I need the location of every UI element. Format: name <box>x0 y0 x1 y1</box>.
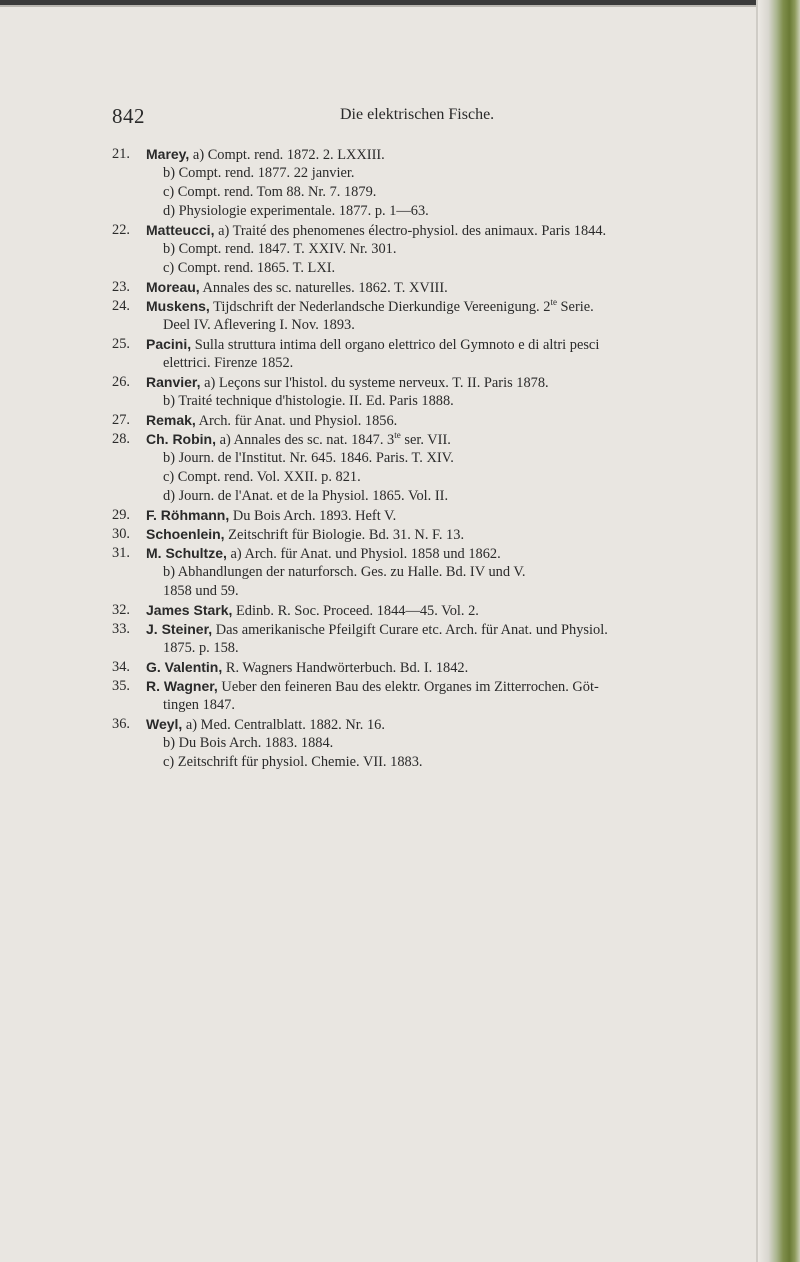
entry-text: b) Du Bois Arch. 1883. 1884. <box>163 735 334 751</box>
entry-citation: Annales des sc. naturelles. 1862. T. XVIII. <box>199 280 448 296</box>
entry-number: 24. <box>112 298 130 314</box>
bibliography-entry <box>0 658 760 677</box>
entry-author: Moreau, <box>146 279 200 295</box>
bibliography-entry <box>0 620 760 639</box>
entry-number: 23. <box>112 279 130 295</box>
entry-number: 35. <box>112 678 130 694</box>
entry-sub-reference <box>0 392 760 411</box>
entry-text <box>146 715 385 735</box>
page-number: 842 <box>112 104 145 128</box>
ordinal-superscript: te <box>550 297 557 308</box>
entry-number: 36. <box>112 716 130 732</box>
entry-continuation <box>0 354 760 373</box>
entry-author: Ch. Robin, <box>146 431 216 447</box>
entry-sub-reference <box>0 183 760 202</box>
entry-text: b) Abhandlungen der naturforsch. Ges. zu Halle. Bd. IV und V. <box>163 564 526 580</box>
entry-text <box>146 145 385 165</box>
entry-author: Matteucci, <box>146 222 215 238</box>
entry-text: Deel IV. Aflevering I. Nov. 1893. <box>163 317 355 333</box>
bibliography-entry <box>0 430 760 449</box>
entry-text <box>146 221 606 241</box>
entry-author: Ranvier, <box>146 374 201 390</box>
entry-citation: Du Bois Arch. 1893. Heft V. <box>229 508 397 524</box>
entry-author: Remak, <box>146 412 196 428</box>
entry-citation: a) Annales des sc. nat. 1847. 3 <box>216 432 395 448</box>
bibliography-list <box>0 145 760 772</box>
entry-text: 1875. p. 158. <box>163 640 239 656</box>
entry-sub-reference <box>0 449 760 468</box>
entry-author: G. Valentin, <box>146 659 223 675</box>
entry-citation-tail: ser. VII. <box>400 432 451 448</box>
entry-text: d) Physiologie experimentale. 1877. p. 1—63. <box>163 203 429 219</box>
entry-text: c) Zeitschrift für physiol. Chemie. VII. 1883. <box>163 754 423 770</box>
entry-author: R. Wagner, <box>146 678 218 694</box>
entry-continuation <box>0 639 760 658</box>
entry-sub-reference <box>0 259 760 278</box>
entry-sub-reference <box>0 753 760 772</box>
entry-sub-reference <box>0 734 760 753</box>
entry-number: 27. <box>112 412 130 428</box>
entry-citation: Ueber den feineren Bau des elektr. Organes im Zitterrochen. Göt- <box>217 679 599 695</box>
entry-author: James Stark, <box>146 602 233 618</box>
entry-author: J. Steiner, <box>146 621 213 637</box>
entry-text: elettrici. Firenze 1852. <box>163 355 294 371</box>
entry-citation: Zeitschrift für Biologie. Bd. 31. N. F. 13. <box>224 527 465 543</box>
entry-citation: R. Wagners Handwörterbuch. Bd. I. 1842. <box>222 660 469 676</box>
entry-continuation <box>0 582 760 601</box>
entry-citation: a) Arch. für Anat. und Physiol. 1858 und 1862. <box>226 546 501 562</box>
entry-citation: Sulla struttura intima dell organo elettrico del Gymnoto e di altri pesci <box>191 337 600 353</box>
entry-citation: Arch. für Anat. und Physiol. 1856. <box>195 413 398 429</box>
entry-text <box>146 620 608 640</box>
bibliography-entry <box>0 335 760 354</box>
bibliography-entry <box>0 297 760 316</box>
entry-sub-reference <box>0 202 760 221</box>
entry-author: F. Röhmann, <box>146 507 230 523</box>
entry-number: 30. <box>112 526 130 542</box>
entry-text: c) Compt. rend. 1865. T. LXI. <box>163 260 336 276</box>
entry-number: 26. <box>112 374 130 390</box>
entry-citation-tail: Serie. <box>556 299 594 315</box>
entry-text <box>146 677 599 697</box>
entry-sub-reference <box>0 240 760 259</box>
top-rule-shadow <box>0 5 800 7</box>
entry-text: c) Compt. rend. Vol. XXII. p. 821. <box>163 469 361 485</box>
entry-text: b) Compt. rend. 1847. T. XXIV. Nr. 301. <box>163 241 397 257</box>
entry-citation: Das amerikanische Pfeilgift Curare etc. Arch. für Anat. und Physiol. <box>212 622 608 638</box>
entry-text <box>146 506 396 526</box>
entry-text <box>146 297 594 317</box>
entry-continuation <box>0 316 760 335</box>
entry-text: b) Journ. de l'Institut. Nr. 645. 1846. Paris. T. XIV. <box>163 450 454 466</box>
entry-continuation <box>0 696 760 715</box>
bibliography-entry <box>0 221 760 240</box>
running-title: Die elektrischen Fische. <box>340 106 495 123</box>
entry-author: Pacini, <box>146 336 192 352</box>
bibliography-entry <box>0 145 760 164</box>
entry-number: 31. <box>112 545 130 561</box>
ordinal-superscript: te <box>394 430 401 441</box>
bibliography-entry <box>0 411 760 430</box>
entry-number: 32. <box>112 602 130 618</box>
entry-sub-reference <box>0 468 760 487</box>
entry-text: b) Compt. rend. 1877. 22 janvier. <box>163 165 355 181</box>
entry-text: 1858 und 59. <box>163 583 239 599</box>
entry-author: Weyl, <box>146 716 183 732</box>
bibliography-entry <box>0 373 760 392</box>
book-binding-edge <box>758 0 800 1262</box>
bibliography-entry <box>0 506 760 525</box>
bibliography-entry <box>0 677 760 696</box>
page-header <box>0 104 760 128</box>
entry-text <box>146 278 448 298</box>
entry-citation: Edinb. R. Soc. Proceed. 1844—45. Vol. 2. <box>232 603 479 619</box>
entry-text <box>146 373 549 393</box>
entry-text: d) Journ. de l'Anat. et de la Physiol. 1865. Vol. II. <box>163 488 449 504</box>
entry-sub-reference <box>0 563 760 582</box>
entry-citation: Tijdschrift der Nederlandsche Dierkundige Vereenigung. 2 <box>209 299 551 315</box>
entry-citation: a) Traité des phenomenes électro-physiol. des animaux. Paris 1844. <box>214 223 607 239</box>
entry-number: 29. <box>112 507 130 523</box>
entry-number: 34. <box>112 659 130 675</box>
entry-text <box>146 335 599 355</box>
entry-text <box>146 411 397 431</box>
entry-number: 22. <box>112 222 130 238</box>
entry-number: 28. <box>112 431 130 447</box>
entry-number: 21. <box>112 146 130 162</box>
entry-text: c) Compt. rend. Tom 88. Nr. 7. 1879. <box>163 184 377 200</box>
entry-number: 25. <box>112 336 130 352</box>
entry-author: Muskens, <box>146 298 210 314</box>
entry-text <box>146 525 464 545</box>
entry-citation: a) Leçons sur l'histol. du systeme nerveux. T. II. Paris 1878. <box>200 375 549 391</box>
entry-text <box>146 601 479 621</box>
bibliography-entry <box>0 544 760 563</box>
entry-author: M. Schultze, <box>146 545 227 561</box>
entry-text: b) Traité technique d'histologie. II. Ed. Paris 1888. <box>163 393 454 409</box>
entry-number: 33. <box>112 621 130 637</box>
entry-text <box>146 544 501 564</box>
bibliography-entry <box>0 715 760 734</box>
entry-citation: a) Compt. rend. 1872. 2. LXXIII. <box>189 147 385 163</box>
bibliography-entry <box>0 278 760 297</box>
bibliography-entry <box>0 525 760 544</box>
entry-sub-reference <box>0 487 760 506</box>
bibliography-entry <box>0 601 760 620</box>
entry-text <box>146 430 451 450</box>
entry-text: tingen 1847. <box>163 697 235 713</box>
entry-author: Marey, <box>146 146 190 162</box>
entry-author: Schoenlein, <box>146 526 225 542</box>
entry-text <box>146 658 468 678</box>
entry-citation: a) Med. Centralblatt. 1882. Nr. 16. <box>182 717 385 733</box>
entry-sub-reference <box>0 164 760 183</box>
